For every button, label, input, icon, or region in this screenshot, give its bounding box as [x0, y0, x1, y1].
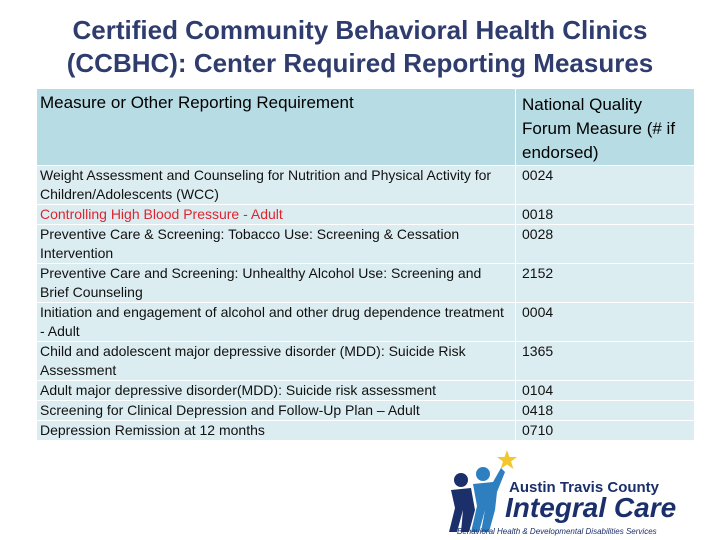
- nqf-cell: 0028: [516, 225, 695, 264]
- slide-title: [0, 14, 720, 80]
- logo-line-1: Austin Travis County: [509, 479, 660, 496]
- measure-cell: Screening for Clinical Depression and Follow-Up Plan – Adult: [37, 401, 516, 421]
- nqf-cell: 0018: [516, 205, 695, 225]
- measure-cell: Controlling High Blood Pressure - Adult: [37, 205, 516, 225]
- measure-cell: Depression Remission at 12 months: [37, 421, 516, 441]
- table-row: [37, 264, 695, 303]
- table-row: [37, 342, 695, 381]
- measures-table: [36, 88, 695, 441]
- measure-cell: Initiation and engagement of alcohol and other drug dependence treatment - Adult: [37, 303, 516, 342]
- table-row: [37, 421, 695, 441]
- logo-line-3: Behavioral Health & Developmental Disabilities Services: [457, 527, 657, 536]
- header-measure: Measure or Other Reporting Requirement: [37, 89, 516, 166]
- logo-line-2: Integral Care: [505, 492, 677, 523]
- title-line-2: (CCBHC): Center Required Reporting Measures: [66, 48, 654, 78]
- measure-cell: Preventive Care and Screening: Unhealthy Alcohol Use: Screening and Brief Counseling: [37, 264, 516, 303]
- table-row: [37, 401, 695, 421]
- table-header-row: [37, 89, 695, 166]
- measure-cell: Preventive Care & Screening: Tobacco Use: Screening & Cessation Intervention: [37, 225, 516, 264]
- integral-care-logo: [445, 448, 705, 540]
- measure-cell: Weight Assessment and Counseling for Nutrition and Physical Activity for Children/Adolescents (WCC): [37, 166, 516, 205]
- nqf-cell: 0024: [516, 166, 695, 205]
- table-row: [37, 225, 695, 264]
- nqf-cell: 1365: [516, 342, 695, 381]
- measure-cell: Adult major depressive disorder(MDD): Suicide risk assessment: [37, 381, 516, 401]
- table-row: [37, 303, 695, 342]
- nqf-cell: 0710: [516, 421, 695, 441]
- header-nqf: National Quality Forum Measure (# if endorsed): [516, 89, 695, 166]
- nqf-cell: 0004: [516, 303, 695, 342]
- table-row: [37, 205, 695, 225]
- nqf-cell: 0104: [516, 381, 695, 401]
- title-line-1: Certified Community Behavioral Health Clinics: [72, 15, 648, 45]
- table-row: [37, 166, 695, 205]
- measure-cell: Child and adolescent major depressive disorder (MDD): Suicide Risk Assessment: [37, 342, 516, 381]
- nqf-cell: 2152: [516, 264, 695, 303]
- nqf-cell: 0418: [516, 401, 695, 421]
- table-row: [37, 381, 695, 401]
